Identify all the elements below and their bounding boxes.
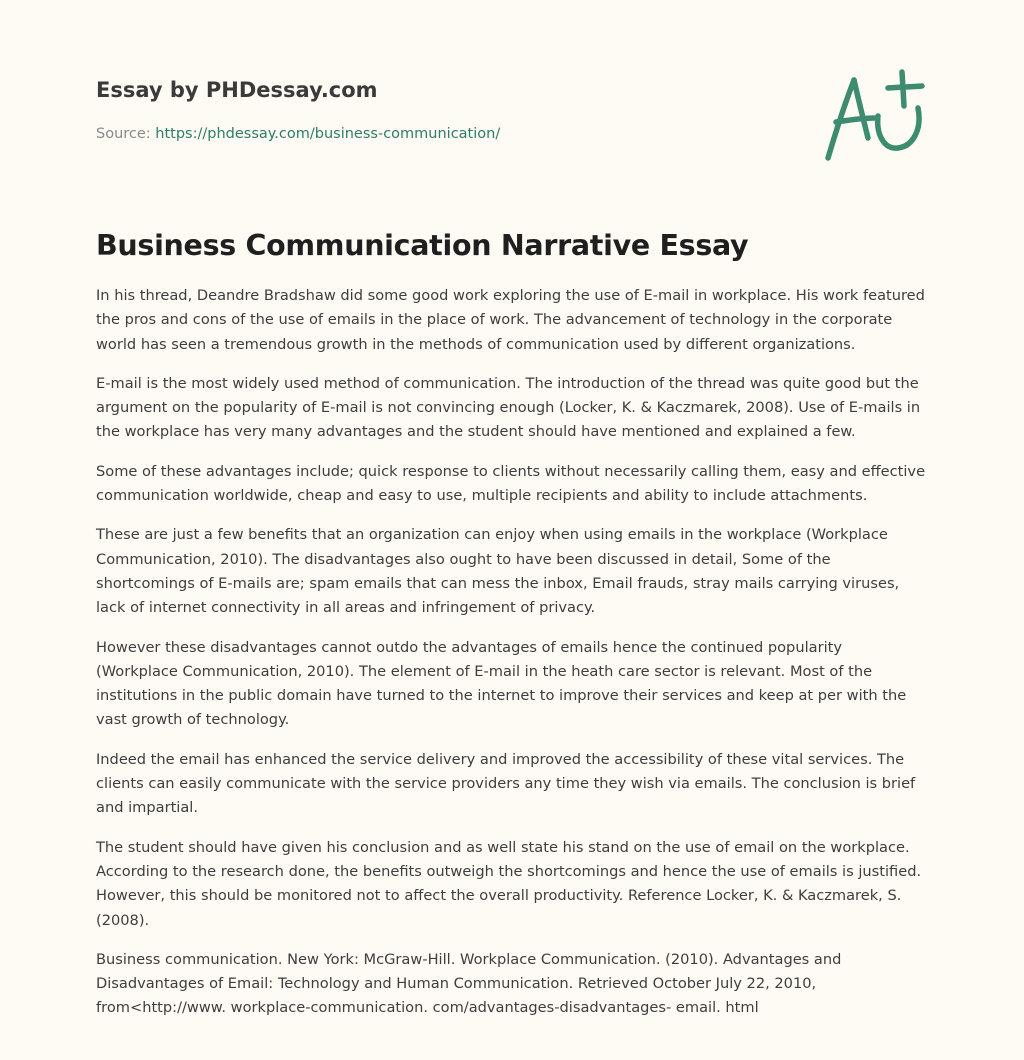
- site-brand: Essay by PHDessay.com: [96, 78, 378, 102]
- article-body: [96, 284, 928, 1036]
- article-paragraph: However these disadvantages cannot outdo the advantages of emails hence the continued popularity (Workplace Communication, 2010). The element of E-mail in the heath care sector is relevant. Most of the institutions in the public domain have turned to the internet to improve their services and keep at per with the vast growth of technology.: [96, 638, 907, 729]
- article-paragraph: In his thread, Deandre Bradshaw did some good work exploring the use of E-mail in workplace. His work featured the pros and cons of the use of emails in the place of work. The advancement of technology in the corporate world has seen a tremendous growth in the methods of communication used by different organizations.: [96, 287, 925, 353]
- article-paragraph: Indeed the email has enhanced the service delivery and improved the accessibility of these vital services. The clients can easily communicate with the service providers any time they wish via emails. The conclusion is brief and impartial.: [96, 750, 916, 817]
- a-plus-icon: [818, 66, 928, 166]
- source-link[interactable]: https://phdessay.com/business-communication/: [155, 126, 501, 142]
- article-paragraph: The student should have given his conclusion and as well state his stand on the use of email on the workplace. According to the research done, the benefits outweigh the shortcomings and hence the use of emails is justified. However, this should be monitored not to affect the overall productivity. Reference Locker, K. & Kaczmarek, S. (2008).: [96, 838, 922, 929]
- article-paragraph: These are just a few benefits that an organization can enjoy when using emails in the workplace (Workplace Communication, 2010). The disadvantages also ought to have been discussed in detail, Some of the shortcomings of E-mails are; spam emails that can mess the inbox, Email frauds, stray mails carrying viruses, lack of internet connectivity in all areas and infringement of privacy.: [96, 526, 900, 617]
- source-line: [96, 124, 816, 144]
- article-title: Business Communication Narrative Essay: [96, 229, 749, 262]
- source-label: Source:: [96, 126, 156, 142]
- article-paragraph: E-mail is the most widely used method of communication. The introduction of the thread was quite good but the argument on the popularity of E-mail is not convincing enough (Locker, K. & Kaczmarek, 2008). Use of E-mails in the workplace has very many advantages and the student should have mentioned and explained a few.: [96, 374, 921, 441]
- site-header: [96, 74, 816, 144]
- article-paragraph: Business communication. New York: McGraw-Hill. Workplace Communication. (2010). Advantages and Disadvantages of Email: Technology and Human Communication. Retrieved October July 22, 2010, from<http://www. workplace-communication. com/advantages-disadvantages- email. html: [96, 950, 842, 1017]
- article-paragraph: Some of these advantages include; quick response to clients without necessarily calling them, easy and effective communication worldwide, cheap and easy to use, multiple recipients and ability to include attachments.: [96, 462, 926, 505]
